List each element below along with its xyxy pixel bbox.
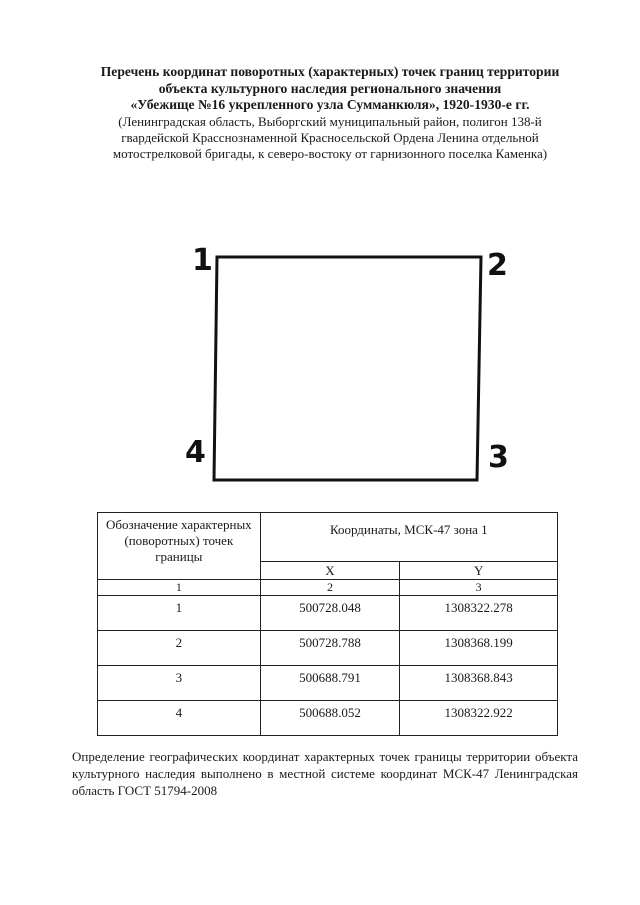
header-x: X [260,562,400,580]
table-row [98,666,558,701]
table-row [98,596,558,631]
cell-x: 500728.048 [260,596,400,631]
table-row [98,631,558,666]
cell-point: 2 [98,631,261,666]
table-header-row [98,513,558,562]
coordinate-system-note: Определение географических координат характерных точек границы территории объекта культурного наследия выполнено в местной системе координат МСК-47 Ленинградская область ГОСТ 51794-2008 [72,749,578,798]
cell-point: 4 [98,701,261,736]
col-number-1: 1 [98,580,261,596]
subtitle-line-2: гвардейской Красснознаменной Красносельской Ордена Ленина отдельной [121,129,539,145]
cell-x: 500688.052 [260,701,400,736]
cell-y: 1308368.199 [400,631,558,666]
point-label-2: 2 [487,248,508,283]
header-coordinates: Координаты, МСК-47 зона 1 [260,513,557,562]
subtitle-line-1: (Ленинградская область, Выборгский муниципальный район, полигон 138-й [118,113,542,129]
cell-y: 1308322.278 [400,596,558,631]
title-line-2: объекта культурного наследия регионального значения [158,80,502,96]
header-y: Y [400,562,558,580]
title-line-1: Перечень координат поворотных (характерных) точек границ территории [100,64,560,79]
coordinates-table [97,512,558,736]
title-line-3: «Убежище №16 укрепленного узла Сумманкюля», 1920-1930-е гг. [130,97,530,112]
cell-x: 500728.788 [260,631,400,666]
cell-x: 500688.791 [260,666,400,701]
cell-point: 3 [98,666,261,701]
point-label-4: 4 [185,435,206,470]
cell-y: 1308368.843 [400,666,558,701]
point-label-1: 1 [192,243,213,278]
header-point-designation: Обозначение характерных (поворотных) точек границы [98,513,261,580]
cell-point: 1 [98,596,261,631]
col-number-2: 2 [260,580,400,596]
boundary-polygon [214,257,481,480]
table-row [98,701,558,736]
point-label-3: 3 [488,440,509,475]
col-number-3: 3 [400,580,558,596]
cell-y: 1308322.922 [400,701,558,736]
table-index-row [98,580,558,596]
subtitle-line-3: мотострелковой бригады, к северо-востоку от гарнизонного поселка Каменка) [112,145,548,161]
